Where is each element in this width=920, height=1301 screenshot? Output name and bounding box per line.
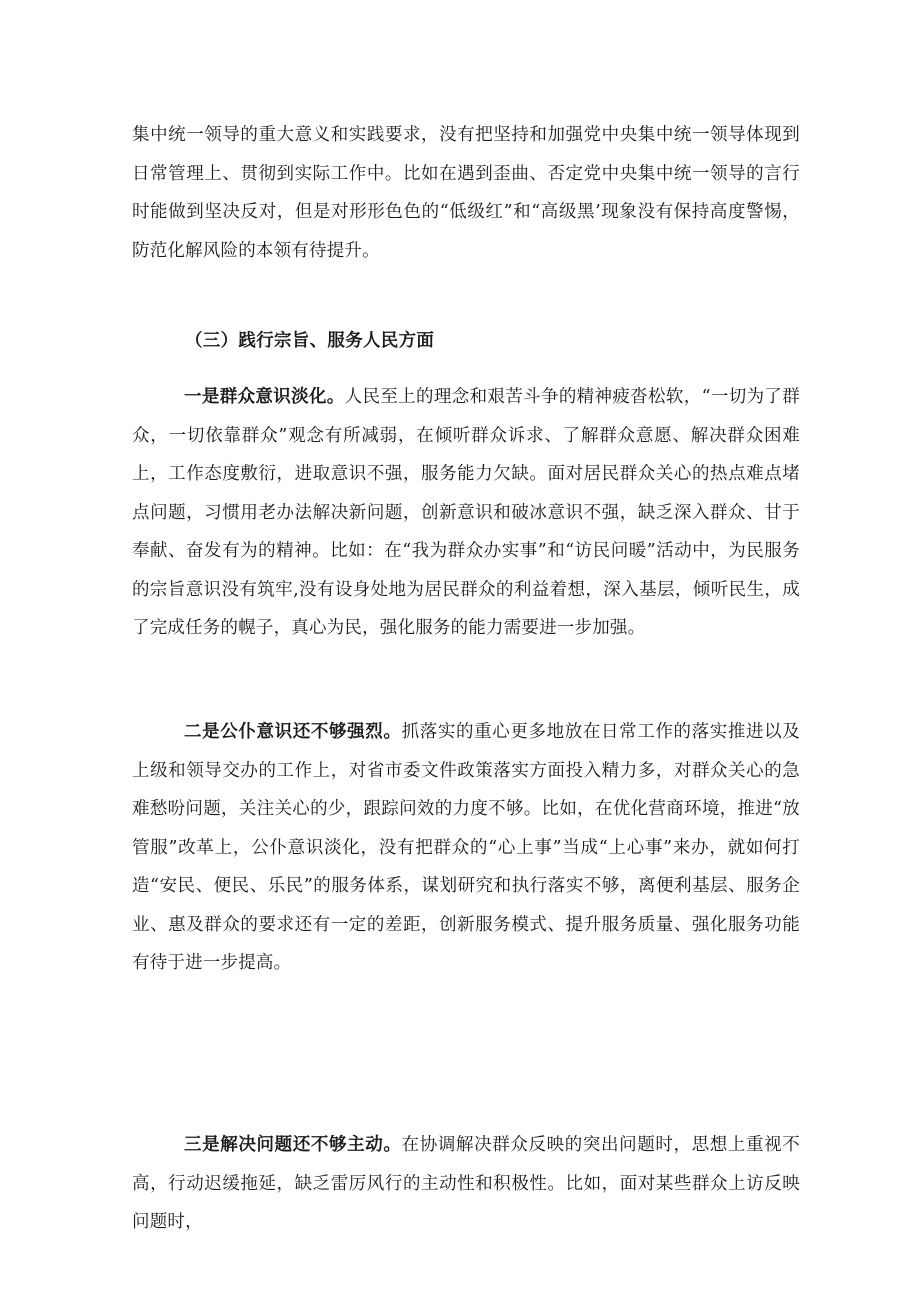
paragraph-lead: 三是解决问题还不够主动。 xyxy=(184,1135,402,1155)
section-heading: （三）践行宗旨、服务人民方面 xyxy=(185,331,435,351)
paragraph-text: 在协调解决群众反映的突出问题时，思想上重视不高，行动迟缓拖延，缺乏雷厉风行的主动性和积极性。比如，面对某些群众上访反映问题时， xyxy=(132,1135,800,1232)
paragraph-problem-solving xyxy=(132,1126,800,1242)
paragraph-text: 人民至上的理念和艰苦斗争的精神疲沓松软，“一切为了群众，一切依靠群众”观念有所减弱，在倾听群众诉求、了解群众意愿、解决群众困难上，工作态度敷衍，进取意识不强，服务能力欠缺。面对居民群众关心的热点难点堵点问题，习惯用老办法解决新问题，创新意识和破冰意识不强，缺乏深入群众、甘于奉献、奋发有为的精神。比如：在“我为群众办实事”和“访民问暖”活动中，为民服务的宗旨意识没有筑牢,没有设身处地为居民群众的利益着想，深入基层，倾听民生，成了完成任务的幌子，真心为民，强化服务的能力需要进一步加强。 xyxy=(132,387,800,638)
paragraph-servant-awareness xyxy=(132,713,800,983)
paragraph-lead: 一是群众意识淡化。 xyxy=(184,387,345,407)
paragraph-continued xyxy=(132,116,800,270)
paragraph-text: 集中统一领导的重大意义和实践要求，没有把坚持和加强党中央集中统一领导体现到日常管理上、贯彻到实际工作中。比如在遇到歪曲、否定党中央集中统一领导的言行时能做到坚决反对，但是对形形色色的“低级红”和“高级黑’现象没有保持高度警惕，防范化解风险的本领有待提升。 xyxy=(132,125,800,261)
paragraph-text: 抓落实的重心更多地放在日常工作的落实推进以及上级和领导交办的工作上，对省市委文件政策落实方面投入精力多，对群众关心的急难愁吩问题，关注关心的少，跟踪问效的力度不够。比如，在优化营商环境，推进“放管服”改革上，公仆意识淡化，没有把群众的“心上事”当成“上心事”来办，就如何打造“安民、便民、乐民”的服务体系，谋划研究和执行落实不够，离便利基层、服务企业、惠及群众的要求还有一定的差距，创新服务模式、提升服务质量、强化服务功能有待于进一步提高。 xyxy=(132,722,800,973)
paragraph-lead: 二是公仆意识还不够强烈。 xyxy=(184,722,402,742)
paragraph-mass-awareness xyxy=(132,378,800,648)
